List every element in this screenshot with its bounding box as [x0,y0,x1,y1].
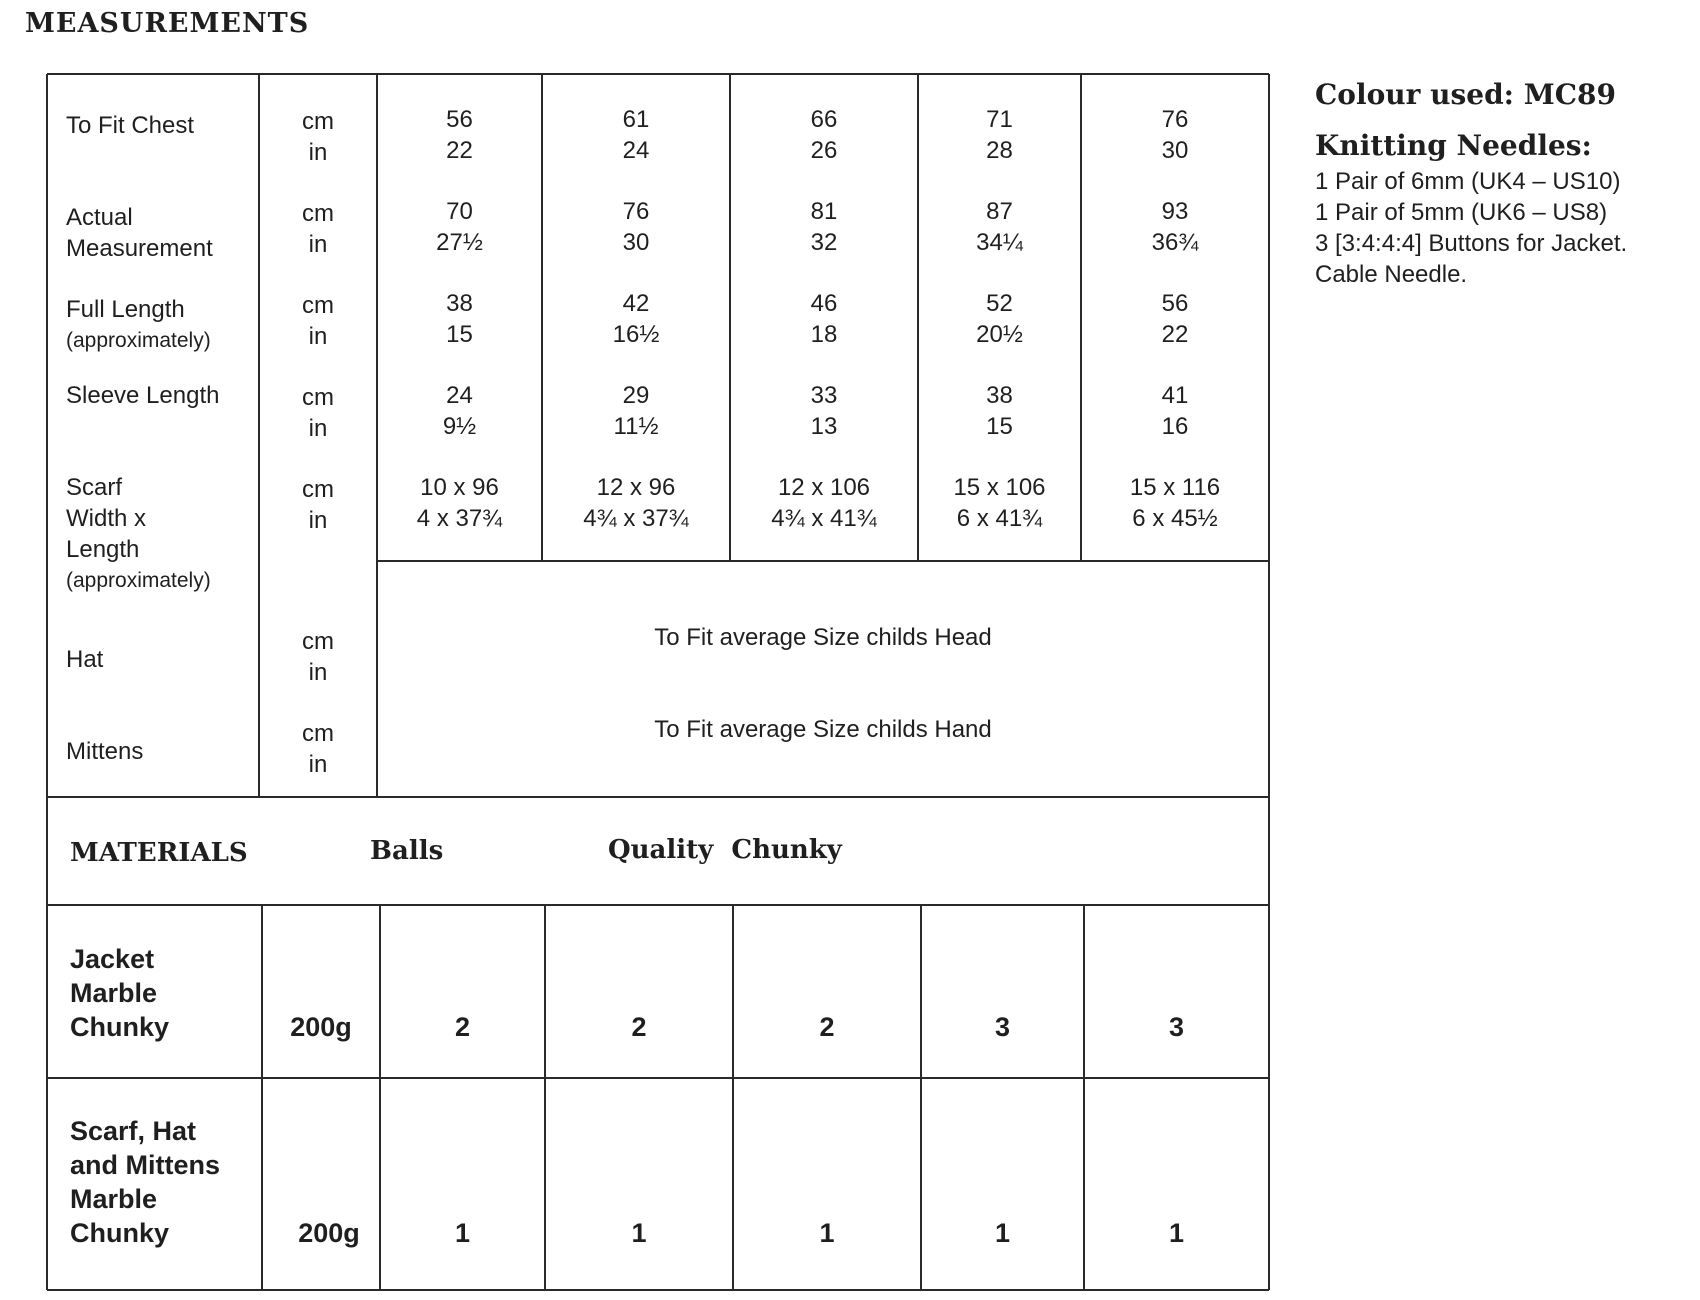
length-size-2: 42 16½ [612,290,660,348]
row-label-full-length: Full Length (approximately) [66,296,211,352]
unit-cell-chest [268,106,368,168]
buttons-line: 3 [3:4:4:4] Buttons for Jacket. [1315,230,1628,257]
actual-size-5: 93 36¾ [1151,198,1199,256]
jacket-weight: 200g [290,1012,352,1042]
unit-cm: cm [302,108,334,135]
actual-size-2: 76 30 [622,198,650,256]
needle-line-1: 1 Pair of 6mm (UK4 – US10) [1315,168,1621,195]
unit-in: in [308,139,328,166]
unit-cell-full-length: cm in [302,292,334,350]
chest-size-4: 71 28 [986,106,1013,164]
unit-cell-scarf: cm in [302,476,334,534]
scarf-size-1: 10 x 96 4 x 37¾ [416,474,503,532]
chest-size-5: 76 30 [1161,106,1189,164]
row-label-hat: Hat [66,646,104,673]
accessories-balls-3: 1 [819,1218,835,1248]
jacket-balls-2: 2 [631,1012,647,1042]
row-label-chest: To Fit Chest [66,112,195,139]
length-size-3: 46 18 [810,290,838,348]
actual-size-4: 87 34¼ [976,198,1023,256]
unit-cell-actual: cm in [302,200,334,258]
unit-cell-sleeve: cm in [302,384,334,442]
row-label-actual: Actual Measurement [66,204,213,262]
jacket-balls-1: 2 [454,1012,471,1042]
actual-size-3: 81 32 [810,198,838,256]
side-notes [1315,78,1695,290]
balls-label: Balls [370,836,444,866]
row-label-mittens: Mittens [66,738,144,765]
unit-cell-hat: cm in [302,628,334,686]
page-title: MEASUREMENTS [25,8,310,39]
colour-used: Colour used: MC89 [1315,78,1616,111]
accessories-balls-5: 1 [1168,1218,1185,1248]
accessories-balls-4: 1 [994,1218,1011,1248]
hat-size-note: To Fit average Size childs Head [654,624,992,651]
material-label-accessories: Scarf, Hat and Mittens Marble Chunky [70,1116,221,1248]
jacket-balls-4: 3 [994,1012,1011,1042]
scarf-size-4: 15 x 106 6 x 41¾ [953,474,1046,532]
row-label-scarf: Scarf Width x Length (approximately) [66,474,211,592]
mittens-size-note: To Fit average Size childs Hand [654,716,992,743]
chest-size-2: 61 24 [622,106,650,164]
sleeve-size-5: 41 16 [1161,382,1189,440]
accessories-balls-1: 1 [454,1218,471,1248]
needles-heading: Knitting Needles: [1315,129,1592,162]
sleeve-size-4: 38 15 [986,382,1013,440]
length-size-4: 52 20½ [976,290,1023,348]
accessories-balls-2: 1 [631,1218,647,1248]
scarf-size-2: 12 x 96 4¾ x 37¾ [583,474,689,532]
sleeve-size-3: 33 13 [810,382,838,440]
chest-size-3: 66 26 [810,106,838,164]
material-label-jacket: Jacket Marble Chunky [70,944,170,1042]
chest-size-1: 56 22 [446,106,473,164]
quality-label: Quality Chunky [608,835,842,865]
needle-line-2: 1 Pair of 5mm (UK6 – US8) [1315,199,1608,226]
materials-heading: MATERIALS [70,838,248,868]
jacket-balls-5: 3 [1168,1012,1185,1042]
length-size-5: 56 22 [1161,290,1189,348]
sleeve-size-2: 29 11½ [613,382,659,440]
unit-cell-mittens: cm in [302,720,334,778]
scarf-size-3: 12 x 106 4¾ x 41¾ [771,474,877,532]
cable-needle-line: Cable Needle. [1315,261,1468,288]
actual-size-1: 70 27½ [436,198,483,256]
sleeve-size-1: 24 9½ [442,382,477,440]
jacket-balls-3: 2 [819,1012,835,1042]
row-label-sleeve: Sleeve Length [66,382,220,409]
length-size-1: 38 15 [446,290,473,348]
scarf-size-5: 15 x 116 6 x 45½ [1129,474,1221,532]
accessories-weight: 200g [298,1218,360,1248]
